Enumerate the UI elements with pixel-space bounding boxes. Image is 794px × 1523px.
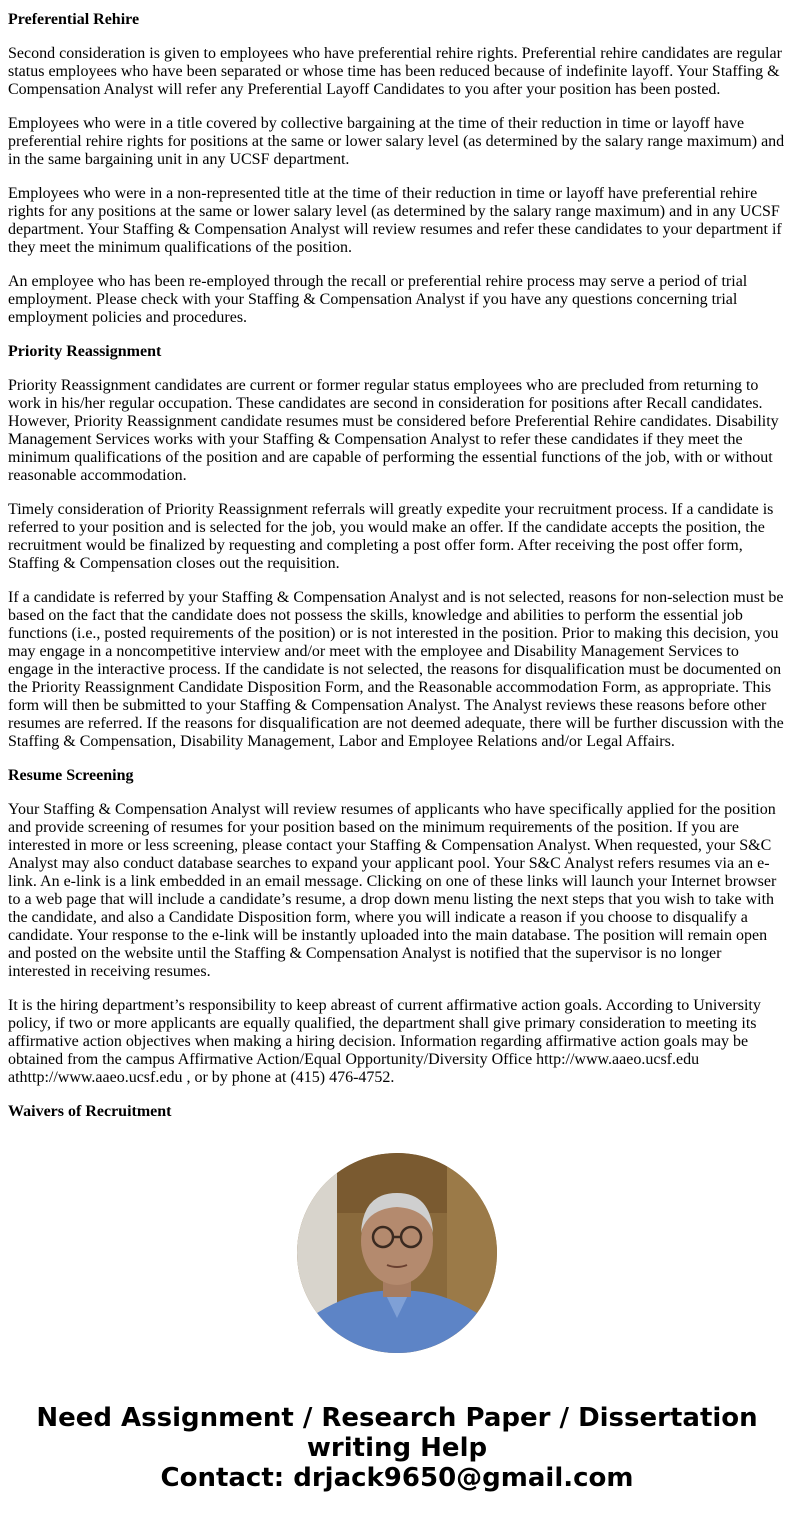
paragraph: Second consideration is given to employees who have preferential rehire rights. Preferential rehire candidates are regular status employees who have been separated or whose time has been reduced because of indefinite layoff. Your Staffing & Compensation Analyst will refer any Preferential Layoff Candidates to you after your position has been posted. <box>8 45 782 98</box>
banner-line: Need Assignment / Research Paper / Dissertation <box>36 1403 758 1433</box>
paragraph: An employee who has been re-employed through the recall or preferential rehire process may serve a period of trial employment. Please check with your Staffing & Compensation Analyst if you have any questions concerning trial employment policies and procedures. <box>8 273 748 326</box>
paragraph: Timely consideration of Priority Reassignment referrals will greatly expedite your recruitment process. If a candidate is referred to your position and is selected for the job, you would make an offer. If the candidate accepts the position, the recruitment would be finalized by requesting and completing a post offer form. After receiving the post offer form, Staffing & Compensation closes out the requisition. <box>8 501 774 572</box>
person-photo-icon <box>297 1153 497 1353</box>
heading-waivers-of-recruitment: Waivers of Recruitment <box>8 1103 172 1120</box>
paragraph: It is the hiring department’s responsibility to keep abreast of current affirmative action goals. According to University policy, if two or more applicants are equally qualified, the department shall give primary consideration to meeting its affirmative action objectives when making a hiring decision. Information regarding affirmative action goals may be obtained from the campus Affirmative Action/Equal Opportunity/Diversity Office http://www.aaeo.ucsf.edu athttp://www.aaeo.ucsf.edu , or by phone at (415) 476-4752. <box>8 997 761 1086</box>
paragraph: Employees who were in a non-represented title at the time of their reduction in time or layoff have preferential rehire rights for any positions at the same or lower salary level (as determined by the salary range maximum) and in any UCSF department. Your Staffing & Compensation Analyst will review resumes and refer these candidates to your department if they meet the minimum qualifications of the position. <box>8 185 782 256</box>
heading-priority-reassignment: Priority Reassignment <box>8 343 162 360</box>
banner-contact-line: Contact: drjack9650@gmail.com <box>160 1463 634 1493</box>
paragraph: Your Staffing & Compensation Analyst will review resumes of applicants who have specifically applied for the position and provide screening of resumes for your position based on the minimum requirements of the position. If you are interested in more or less screening, please contact your Staffing & Compensation Analyst. When requested, your S&C Analyst may also conduct database searches to expand your applicant pool. Your S&C Analyst refers resumes via an e-link. An e-link is a link embedded in an email message. Clicking on one of these links will launch your Internet browser to a web page that will include a candidate’s resume, a drop down menu listing the next steps that you wish to take with the candidate, and also a Candidate Disposition form, where you will indicate a reason if you choose to disqualify a candidate. Your response to the e-link will be instantly uploaded into the main database. The position will remain open and posted on the website until the Staffing & Compensation Analyst is notified that the supervisor is no longer interested in receiving resumes. <box>8 801 777 980</box>
heading-resume-screening: Resume Screening <box>8 767 134 784</box>
heading-preferential-rehire: Preferential Rehire <box>8 11 140 28</box>
paragraph: Priority Reassignment candidates are current or former regular status employees who are precluded from returning to work in his/her regular occupation. These candidates are second in consideration for positions after Recall candidates. However, Priority Reassignment candidate resumes must be considered before Preferential Rehire candidates. Disability Management Services works with your Staffing & Compensation Analyst to refer these candidates if they meet the minimum qualifications of the position and are capable of performing the essential functions of the job, with or without reasonable accommodation. <box>8 377 779 484</box>
article-body <box>8 11 786 1137</box>
banner-line: writing Help <box>306 1433 488 1463</box>
paragraph: Employees who were in a title covered by collective bargaining at the time of their reduction in time or layoff have preferential rehire rights for positions at the same or lower salary level (as determined by the salary range maximum) and in the same bargaining unit in any UCSF department. <box>8 115 785 168</box>
contact-banner <box>0 1403 794 1493</box>
paragraph: If a candidate is referred by your Staffing & Compensation Analyst and is not selected, reasons for non-selection must be based on the fact that the candidate does not possess the skills, knowledge and abilities to perform the essential job functions (i.e., posted requirements of the position) or is not interested in the position. Prior to making this decision, you may engage in a noncompetitive interview and/or meet with the employee and Disability Management Services to engage in the interactive process. If the candidate is not selected, the reasons for disqualification must be documented on the Priority Reassignment Candidate Disposition Form, and the Reasonable accommodation Form, as appropriate. This form will then be submitted to your Staffing & Compensation Analyst. The Analyst reviews these reasons before other resumes are referred. If the reasons for disqualification are not deemed adequate, there will be further discussion with the Staffing & Compensation, Disability Management, Labor and Employee Relations and/or Legal Affairs. <box>8 589 784 750</box>
